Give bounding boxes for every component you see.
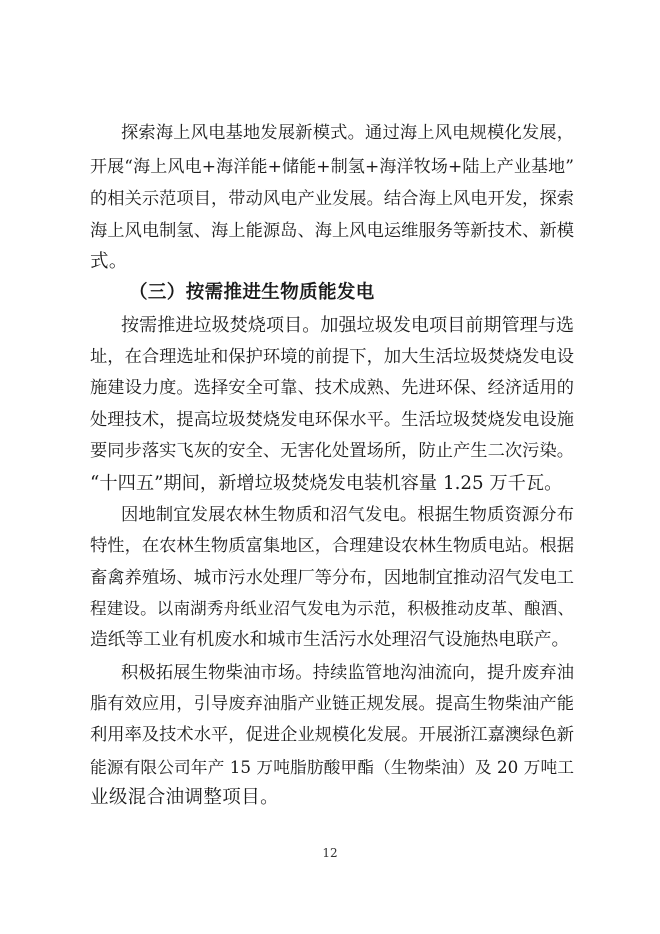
paragraph-4-line-5: 业级混合油调整项目。 <box>90 787 280 808</box>
paragraph-2-line-2: 址，在合理选址和保护环境的前提下，加大生活垃圾焚烧发电设 <box>90 347 574 367</box>
paragraph-3-line-4: 程建设。以南湖秀舟纸业沼气发电为示范，积极推动皮革、酿酒、 <box>90 599 574 618</box>
paragraph-4-line-4: 能源有限公司年产 15 万吨脂肪酸甲酯（生物柴油）及 20 万吨工 <box>90 757 574 777</box>
paragraph-3-line-5: 造纸等工业有机废水和城市生活污水处理沼气设施热电联产。 <box>90 630 570 650</box>
paragraph-2-line-6: “十四五”期间，新增垃圾焚烧发电装机容量 1.25 万千瓦。 <box>90 473 563 494</box>
paragraph-1-line-5: 式。 <box>90 251 128 272</box>
paragraph-3-line-3: 畜禽养殖场、城市污水处理厂等分布，因地制宜推动沼气发电工 <box>90 568 574 588</box>
paragraph-2-line-4: 处理技术，提高垃圾焚烧发电环保水平。生活垃圾焚烧发电设施 <box>90 410 574 430</box>
paragraph-3-line-1: 因地制宜发展农林生物质和沼气发电。根据生物质资源分布 <box>121 505 574 525</box>
paragraph-4-line-3: 利用率及技术水平，促进企业规模化发展。开展浙江嘉澳绿色新 <box>90 725 574 745</box>
paragraph-1-line-3: 的相关示范项目，带动风电产业发展。结合海上风电开发，探索 <box>90 189 574 209</box>
paragraph-2-line-5: 要同步落实飞灰的安全、无害化处置场所，防止产生二次污染。 <box>90 441 574 461</box>
paragraph-4-line-2: 脂有效应用，引导废弃油脂产业链正规发展。提高生物柴油产能 <box>90 694 574 714</box>
section-heading: （三）按需推进生物质能发电 <box>129 282 375 303</box>
paragraph-2-line-1: 按需推进垃圾焚烧项目。加强垃圾发电项目前期管理与选 <box>121 315 574 336</box>
paragraph-4-line-1: 积极拓展生物柴油市场。持续监管地沟油流向，提升废弃油 <box>121 663 574 683</box>
paragraph-3-line-2: 特性，在农林生物质富集地区，合理建设农林生物质电站。根据 <box>90 536 574 556</box>
page-number: 12 <box>322 846 338 860</box>
paragraph-1-line-1: 探索海上风电基地发展新模式。通过海上风电规模化发展， <box>121 123 574 143</box>
paragraph-1-line-4: 海上风电制氢、海上能源岛、海上风电运维服务等新技术、新模 <box>90 221 574 241</box>
paragraph-2-line-3: 施建设力度。选择安全可靠、技术成熟、先进环保、经济适用的 <box>90 378 574 398</box>
paragraph-1-line-2: 开展“海上风电+海洋能+储能+制氢+海洋牧场+陆上产业基地” <box>90 157 574 177</box>
